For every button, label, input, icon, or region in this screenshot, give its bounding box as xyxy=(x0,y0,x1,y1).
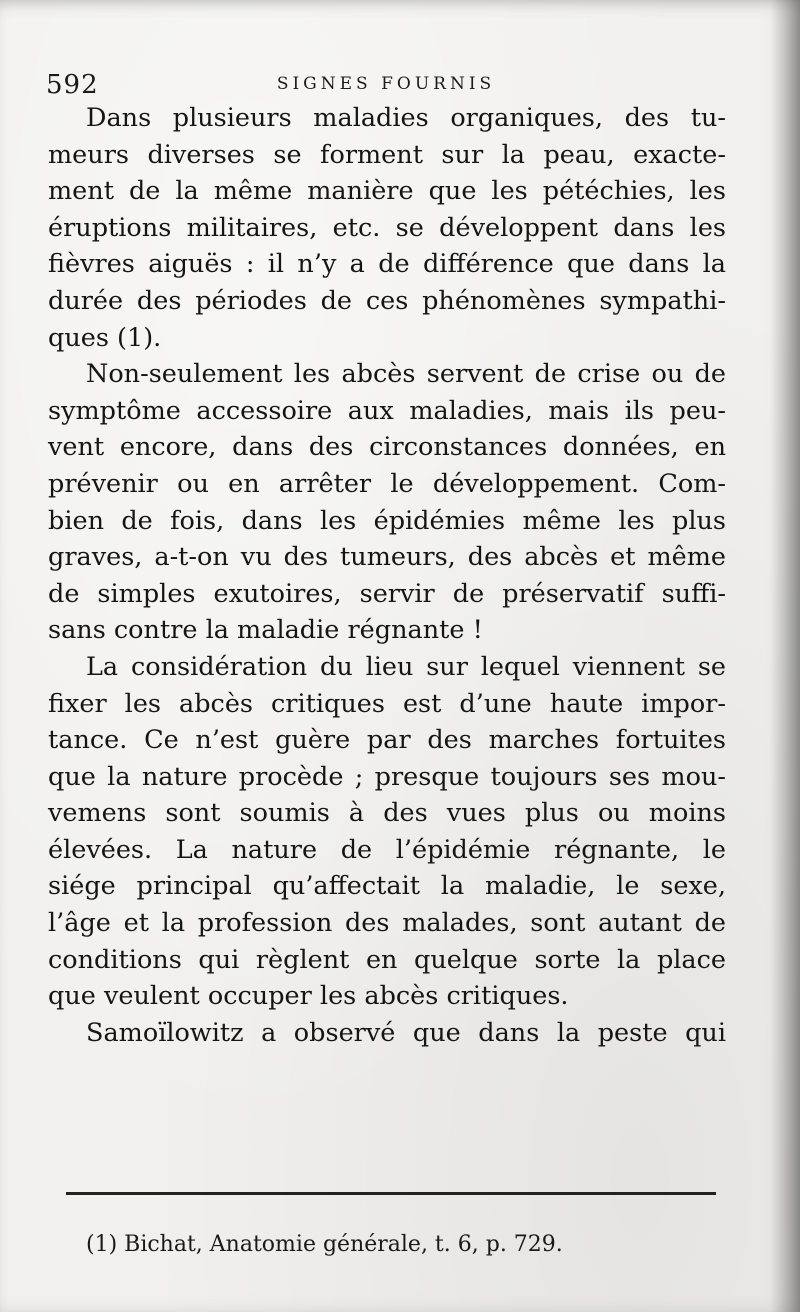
text-line: fixer les abcès critiques est d’une haute impor- xyxy=(48,688,726,719)
text-line: élevées. La nature de l’épidémie régnante, le xyxy=(48,834,726,865)
paragraph-2 xyxy=(48,356,726,649)
paragraph-4 xyxy=(48,1015,726,1052)
paragraph-3 xyxy=(48,649,726,1015)
text-line: que veulent occuper les abcès critiques. xyxy=(48,981,569,1012)
text-line: que la nature procède ; presque toujours ses mou- xyxy=(48,761,726,792)
page-header xyxy=(46,70,726,104)
page-number: 592 xyxy=(46,70,99,100)
page-edge-shadow xyxy=(770,0,800,1312)
body-text xyxy=(48,100,726,1051)
text-line: siége principal qu’affectait la maladie, le sexe, xyxy=(48,871,726,902)
text-line: vent encore, dans des circonstances données, en xyxy=(48,432,726,463)
footnote-rule xyxy=(66,1192,716,1195)
text-line: fièvres aiguës : il n’y a de différence que dans la xyxy=(48,249,726,280)
footnote: (1) Bichat, Anatomie générale, t. 6, p. 729. xyxy=(86,1232,563,1257)
text-line: graves, a-t-on vu des tumeurs, des abcès et même xyxy=(48,542,726,573)
text-line: tance. Ce n’est guère par des marches fortuites xyxy=(48,725,726,756)
text-line: éruptions militaires, etc. se développent dans les xyxy=(48,212,726,243)
paragraph-1 xyxy=(48,100,726,356)
running-title: SIGNES FOURNIS xyxy=(276,74,496,94)
text-line: sans contre la maladie régnante ! xyxy=(48,615,483,646)
text-line: de simples exutoires, servir de préservatif suffi- xyxy=(48,578,726,609)
text-line: Samoïlowitz a observé que dans la peste qui xyxy=(86,1017,726,1048)
text-line: conditions qui règlent en quelque sorte la place xyxy=(48,944,726,975)
text-line: bien de fois, dans les épidémies même les plus xyxy=(48,505,726,536)
text-line: prévenir ou en arrêter le développement. Com- xyxy=(48,468,726,499)
text-line: symptôme accessoire aux maladies, mais ils peu- xyxy=(48,395,726,426)
text-line: Dans plusieurs maladies organiques, des tu- xyxy=(86,103,726,133)
text-line: Non-seulement les abcès servent de crise ou de xyxy=(86,359,726,390)
text-line: meurs diverses se forment sur la peau, exacte- xyxy=(48,139,726,170)
text-line: ques (1). xyxy=(48,322,162,353)
text-line: l’âge et la profession des malades, sont autant de xyxy=(48,908,726,939)
text-line: vemens sont soumis à des vues plus ou moins xyxy=(48,798,726,829)
text-line: durée des périodes de ces phénomènes sympathi- xyxy=(48,285,726,316)
text-line: La considération du lieu sur lequel viennent se xyxy=(86,651,726,682)
text-line: ment de la même manière que les pétéchies, les xyxy=(48,176,726,207)
